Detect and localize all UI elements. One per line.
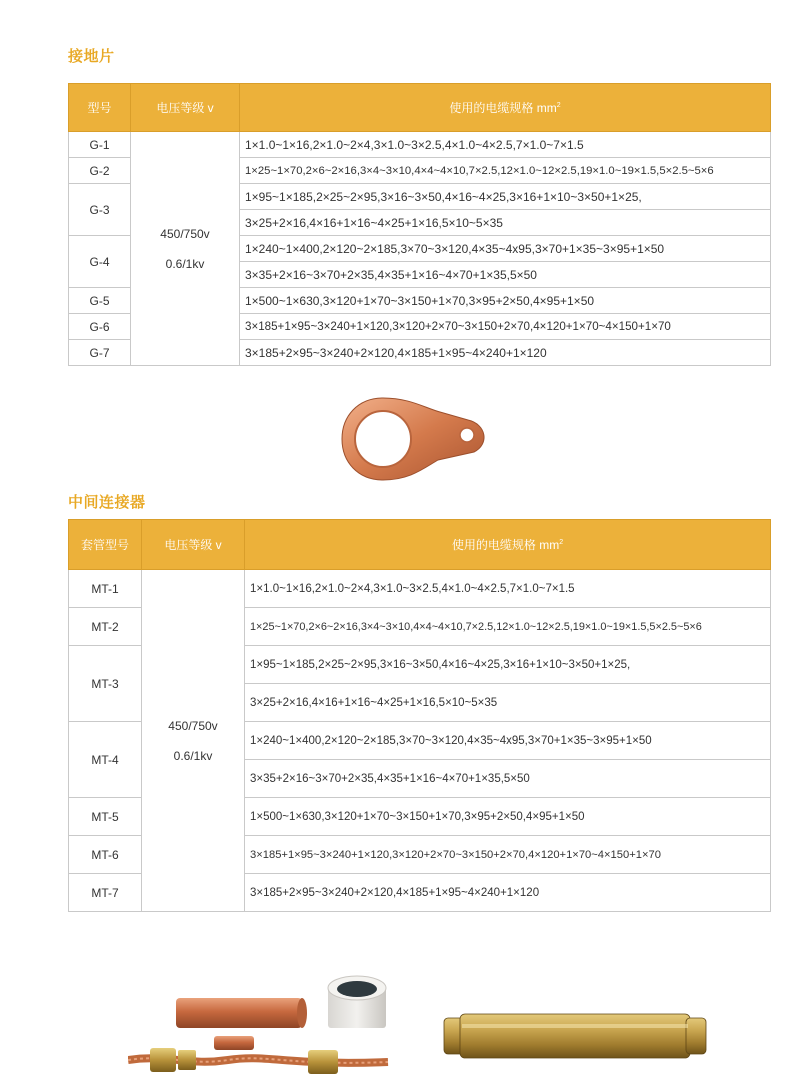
voltage-value: 0.6/1kv [173,748,213,763]
unit-superscript: 2 [556,102,561,109]
cable-spec-cell: 1×240~1×400,2×120~2×185,3×70~3×120,4×35~4x95,3×70+1×35~3×95+1×50 [240,236,771,262]
voltage-cell [142,570,245,912]
table-row [69,570,771,608]
voltage-value: 450/750v [160,226,210,241]
section-title-grounding-lug: 接地片 [68,48,115,65]
header-cable-spec-label: 使用的电缆规格 mm [449,101,557,115]
model-cell: G-5 [69,288,131,314]
model-cell: MT-1 [69,570,142,608]
cable-spec-cell: 3×185+2×95~3×240+2×120,4×185+1×95~4×240+1×120 [240,340,771,366]
header-sleeve-model: 套管型号 [69,520,142,570]
model-cell: MT-6 [69,836,142,874]
cable-spec-cell: 1×95~1×185,2×25~2×95,3×16~3×50,4×16~4×25,3×16+1×10~3×50+1×25, [240,184,771,210]
header-model: 型号 [69,84,131,132]
header-voltage: 电压等级 v [131,84,240,132]
voltage-cell [131,132,240,366]
model-cell: G-1 [69,132,131,158]
table-header-row [69,520,771,570]
cable-spec-cell: 3×185+1×95~3×240+1×120,3×120+2×70~3×150+2×70,4×120+1×70~4×150+1×70 [245,836,771,874]
table-row [69,132,771,158]
cable-spec-cell: 1×25~1×70,2×6~2×16,3×4~3×10,4×4~4×10,7×2.5,12×1.0~12×2.5,19×1.0~19×1.5,5×2.5~5×6 [245,608,771,646]
cable-spec-cell: 3×25+2×16,4×16+1×16~4×25+1×16,5×10~5×35 [240,210,771,236]
table-header-row [69,84,771,132]
cable-spec-cell: 1×1.0~1×16,2×1.0~2×4,3×1.0~3×2.5,4×1.0~4×2.5,7×1.0~7×1.5 [240,132,771,158]
model-cell: MT-3 [69,646,142,722]
cable-spec-cell: 1×500~1×630,3×120+1×70~3×150+1×70,3×95+2×50,4×95+1×50 [240,288,771,314]
model-cell: G-3 [69,184,131,236]
cable-spec-cell: 1×500~1×630,3×120+1×70~3×150+1×70,3×95+2×50,4×95+1×50 [245,798,771,836]
cable-spec-cell: 3×35+2×16~3×70+2×35,4×35+1×16~4×70+1×35,5×50 [245,760,771,798]
cable-spec-cell: 3×185+2×95~3×240+2×120,4×185+1×95~4×240+1×120 [245,874,771,912]
connector-parts-image [128,970,398,1086]
model-cell: G-7 [69,340,131,366]
header-cable-spec [240,84,771,132]
header-voltage: 电压等级 v [142,520,245,570]
header-cable-spec-label: 使用的电缆规格 mm [451,538,560,552]
cable-spec-cell: 1×25~1×70,2×6~2×16,3×4~3×10,4×4~4×10,7×2.5,12×1.0~12×2.5,19×1.0~19×1.5,5×2.5~5×6 [240,158,771,184]
cable-spec-cell: 1×95~1×185,2×25~2×95,3×16~3×50,4×16~4×25,3×16+1×10~3×50+1×25, [245,646,771,684]
unit-superscript: 2 [559,539,564,546]
model-cell: MT-7 [69,874,142,912]
cable-spec-cell: 1×240~1×400,2×120~2×185,3×70~3×120,4×35~4x95,3×70+1×35~3×95+1×50 [245,722,771,760]
header-cable-spec [245,520,771,570]
model-cell: G-6 [69,314,131,340]
middle-connector-spec-table [68,519,771,912]
model-cell: MT-5 [69,798,142,836]
cable-spec-cell: 3×185+1×95~3×240+1×120,3×120+2×70~3×150+2×70,4×120+1×70~4×150+1×70 [240,314,771,340]
brass-sleeve-image [440,1008,710,1064]
section-title-middle-connector: 中间连接器 [68,494,146,511]
model-cell: G-4 [69,236,131,288]
cable-spec-cell: 1×1.0~1×16,2×1.0~2×4,3×1.0~3×2.5,4×1.0~4×2.5,7×1.0~7×1.5 [245,570,771,608]
grounding-lug-spec-table [68,83,771,366]
model-cell: MT-4 [69,722,142,798]
model-cell: G-2 [69,158,131,184]
model-cell: MT-2 [69,608,142,646]
copper-grounding-lug-image [340,396,490,482]
cable-spec-cell: 3×25+2×16,4×16+1×16~4×25+1×16,5×10~5×35 [245,684,771,722]
voltage-value: 0.6/1kv [165,256,205,271]
voltage-value: 450/750v [168,718,218,733]
cable-spec-cell: 3×35+2×16~3×70+2×35,4×35+1×16~4×70+1×35,5×50 [240,262,771,288]
